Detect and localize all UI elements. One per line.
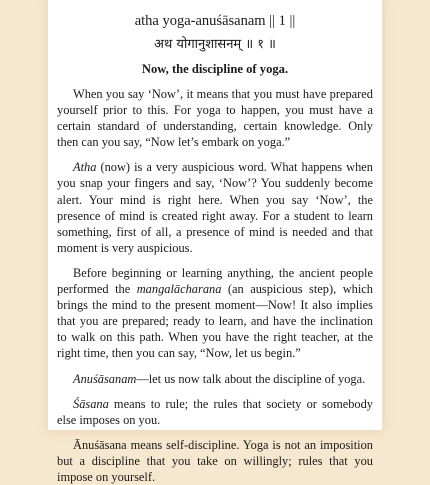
term-shasana: Śāsana (73, 396, 109, 411)
sutra-translation: Now, the discipline of yoga. (141, 62, 289, 76)
book-page (48, 0, 382, 484)
paragraph-text: means to rule; the rules that society or somebody else imposes on you. (57, 396, 373, 427)
paragraph-text: (now) is a very auspicious word. What happens when you snap your fingers and say, ‘Now’? You suddenly become alert. Your mind is right here. When you say ‘Now’, the presence of mind is created right away. For a student to learn something, first of all, a presence of mind is needed and that moment is very auspicious. (57, 160, 373, 255)
sutra-title: atha yoga-anuśāsanam || 1 || (134, 13, 296, 29)
term-atha: Atha (73, 160, 97, 175)
paragraph-self-discipline (57, 437, 373, 485)
paragraph-anushasanam (57, 371, 373, 387)
term-anushasanam: Anuśāsanam (73, 371, 137, 386)
paragraph-now-meaning (57, 86, 373, 150)
paragraph-shasana (57, 396, 373, 428)
paragraph-mangalacharana (57, 265, 373, 362)
paragraph-text: When you say ‘Now’, it means that you must have prepared yourself prior to this. For yoga to happen, you must have a certain standard of understanding, certain knowledge. Only then can you say, “Now let’s embark on yoga.” (57, 87, 373, 150)
paragraph-text: (an auspicious step), which brings the mind to the present moment—Now! It also implies that you are prepared; ready to learn, and have the inclination to walk on this path. When you have the right teacher, at the right time, then you can say, “Now, let us begin.” (57, 282, 373, 361)
paragraph-atha (57, 159, 373, 256)
paragraph-text: Before beginning or learning anything, the ancient people performed the (57, 265, 373, 297)
paragraph-text: Ānuśāsana means self-discipline. Yoga is not an imposition but a discipline that you take on willingly; rules that you impose on yourself. (57, 437, 373, 484)
term-mangalacharana: mangalācharana (136, 282, 222, 297)
sanskrit-verse: अथ योगानुशासनम् ॥ १ ॥ (154, 37, 276, 52)
page-content (48, 0, 382, 485)
paragraph-text: —let us now talk about the discipline of yoga. (136, 371, 366, 386)
